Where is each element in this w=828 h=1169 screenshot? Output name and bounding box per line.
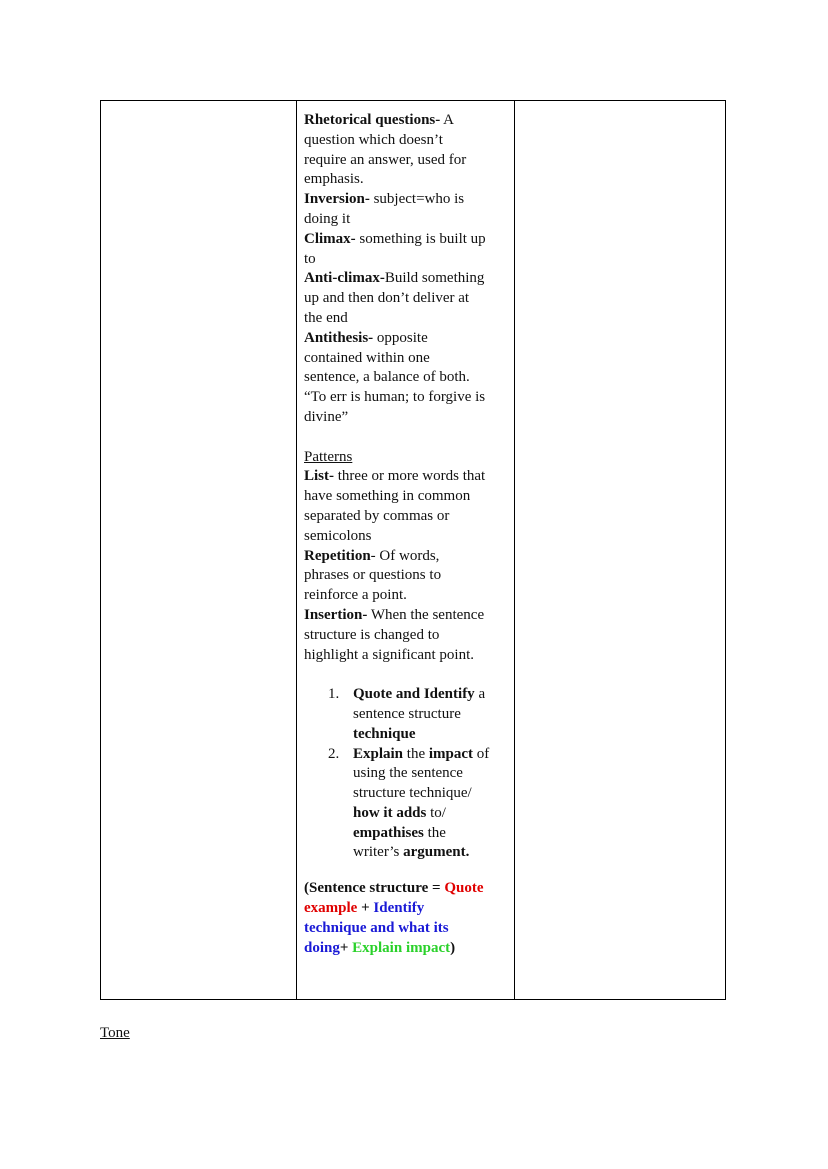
- table-cell-middle: [297, 101, 515, 999]
- term-inversion: Inversion- subject=who is doing it: [304, 191, 465, 227]
- tone-heading: Tone: [100, 1025, 130, 1041]
- spacer: [304, 665, 508, 685]
- term-anti-climax: Anti-climax-Build something up and then don’t deliver at the end: [304, 270, 485, 326]
- step-explain-impact: Explain the impact of using the sentence structure technique/ how it adds to/ empathises the writer’s argument.: [353, 745, 490, 861]
- step-quote-identify: Quote and Identify a sentence structure technique: [353, 686, 486, 742]
- spacer: [304, 863, 508, 879]
- term-list: List- three or more words that have something in common separated by commas or semicolons: [304, 468, 486, 544]
- term-rhetorical-questions: Rhetorical questions- A question which doesn’t require an answer, used for emphasis.: [304, 112, 467, 188]
- table-cell-left: [101, 101, 297, 999]
- patterns-heading: Patterns: [304, 448, 353, 465]
- term-repetition: Repetition- Of words, phrases or questions to reinforce a point.: [304, 547, 442, 604]
- spacer: [304, 428, 508, 448]
- table-cell-right: [515, 101, 725, 999]
- term-antithesis: Antithesis- opposite contained within one sentence, a balance of both. “To err is human; to forgive is divine”: [304, 329, 486, 425]
- notes-table: [100, 100, 726, 1000]
- term-climax: Climax- something is built up to: [304, 230, 486, 267]
- sentence-structure-formula: (Sentence structure = Quote example + Identify technique and what its doing+ Explain impact): [304, 880, 484, 956]
- term-insertion: Insertion- When the sentence structure is changed to highlight a significant point.: [304, 606, 485, 663]
- steps-list: [304, 685, 508, 863]
